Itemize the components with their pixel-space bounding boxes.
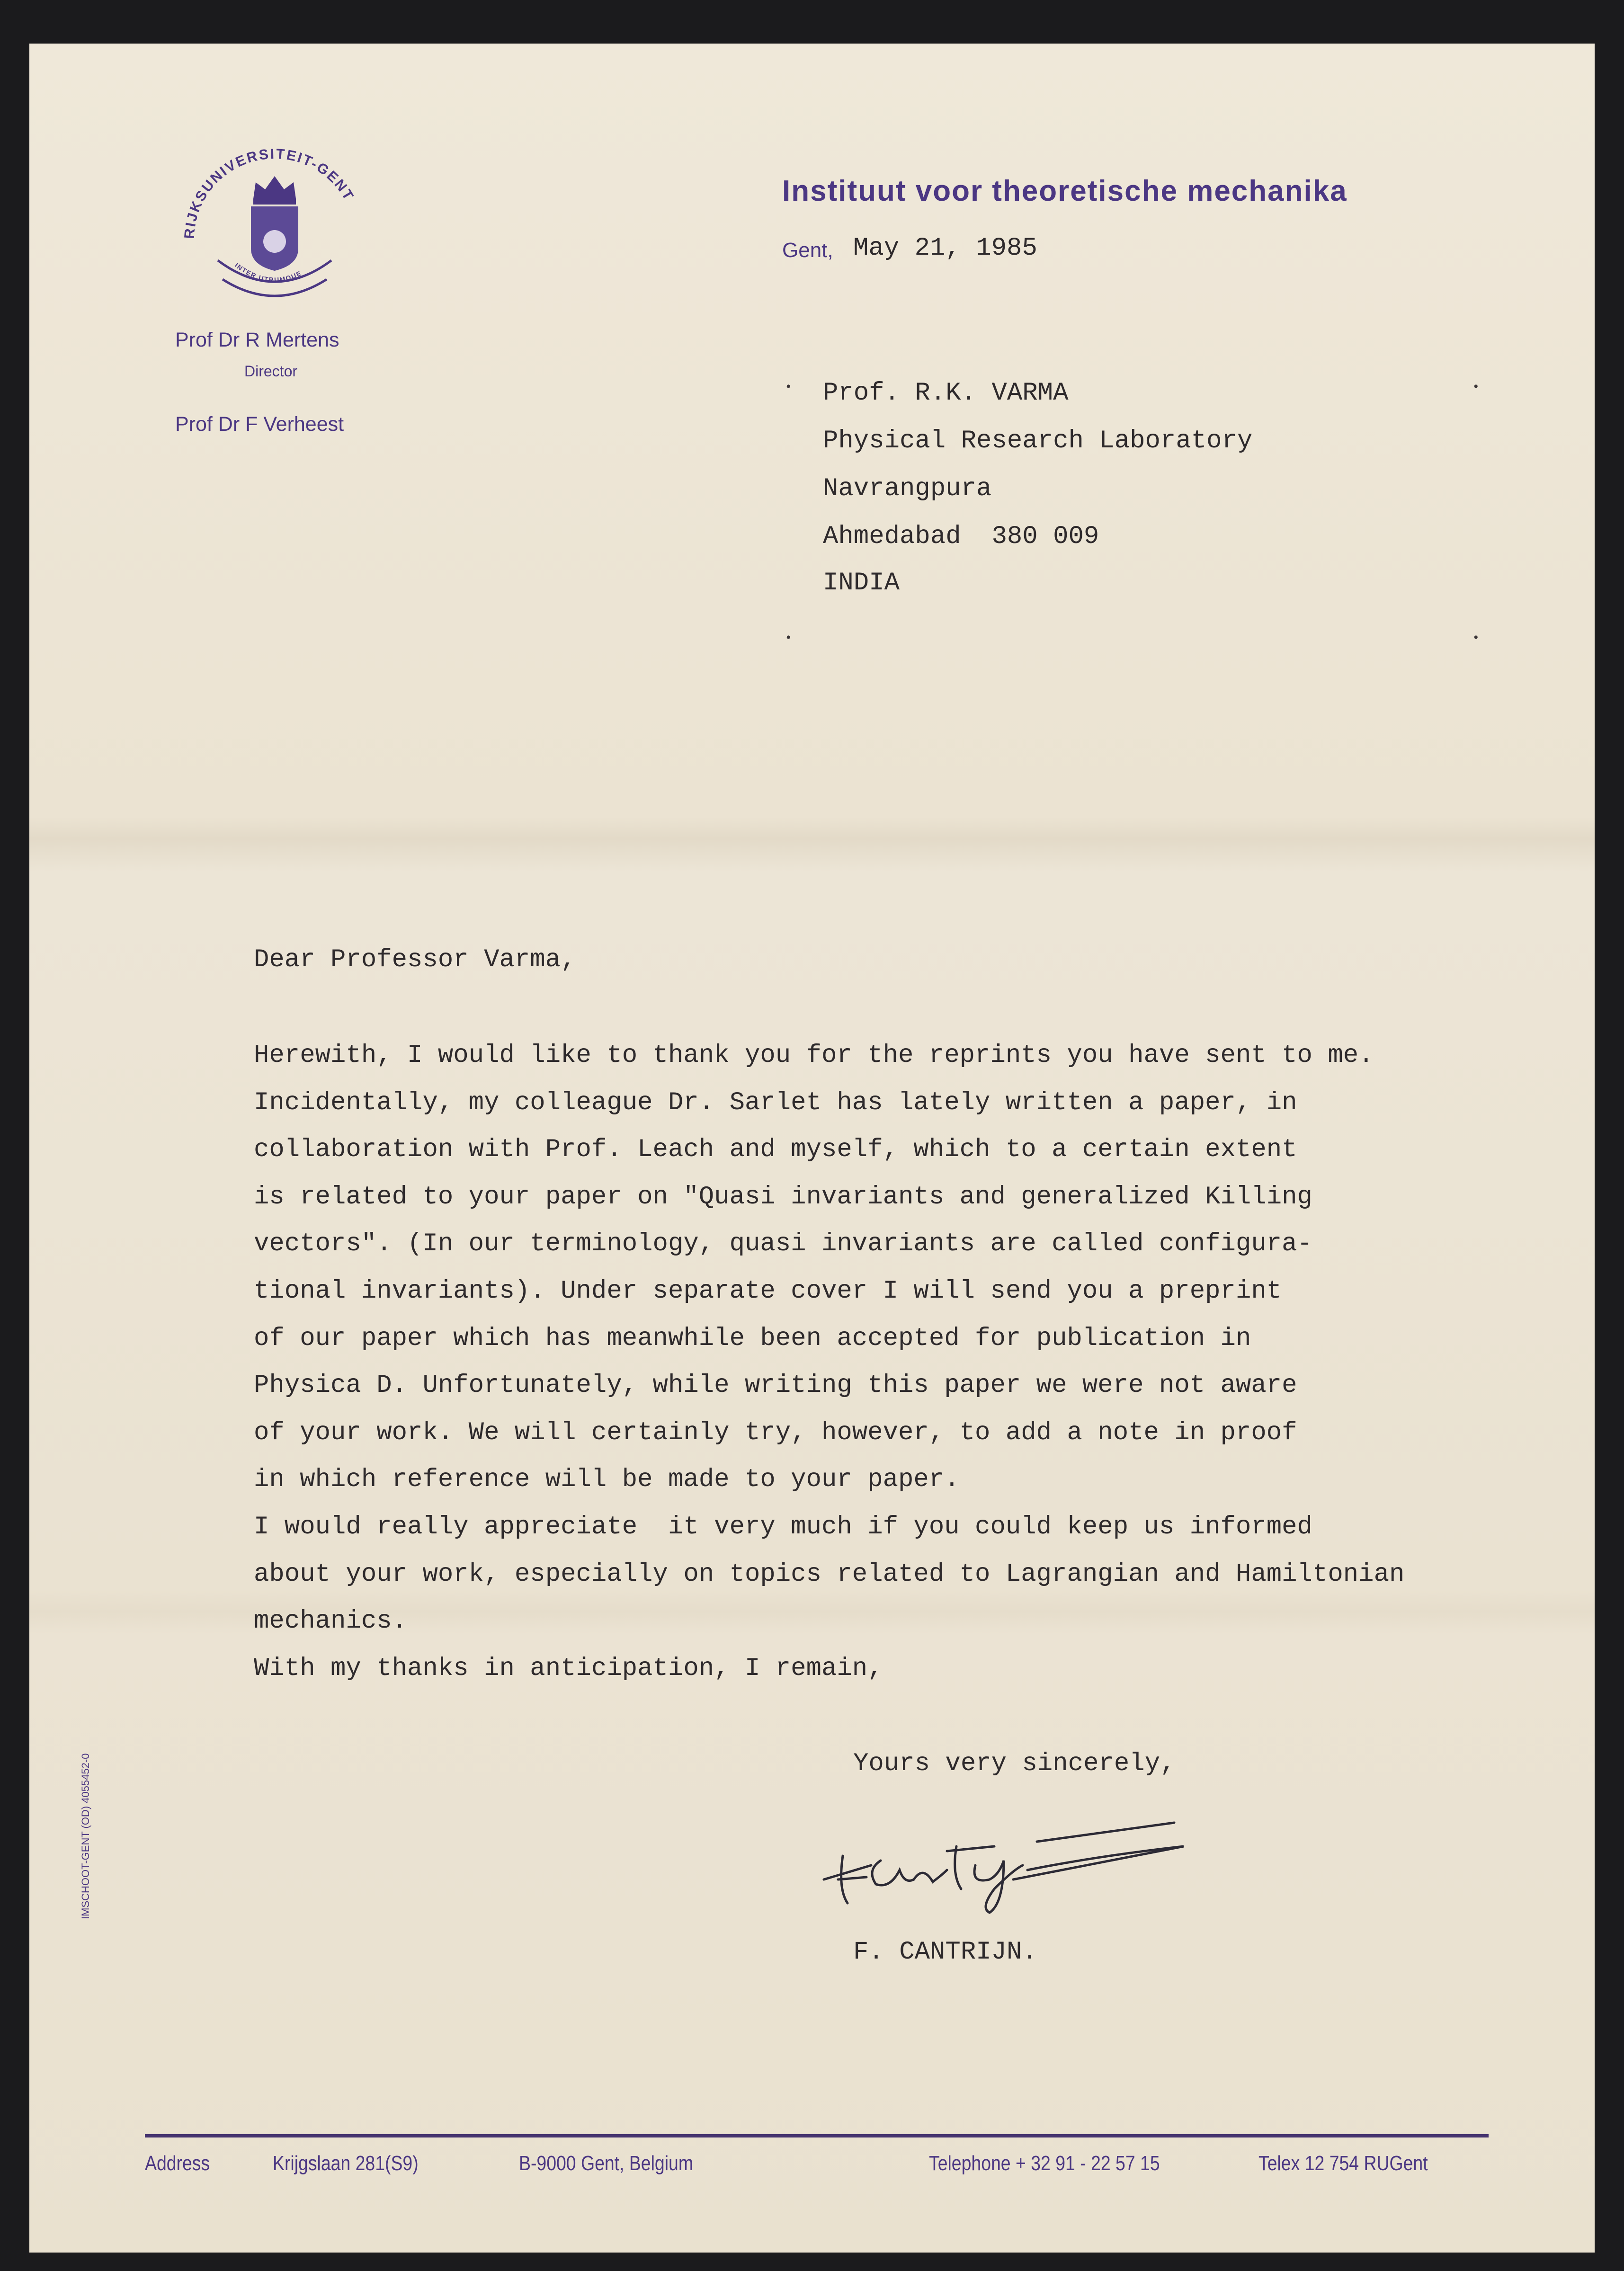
salutation: Dear Professor Varma, — [254, 945, 576, 974]
recipient-line: Ahmedabad 380 009 — [823, 522, 1099, 551]
place-label: Gent, — [782, 239, 833, 262]
recipient-line: Physical Research Laboratory — [823, 427, 1253, 455]
signatory-name: F. CANTRIJN. — [853, 1938, 1037, 1967]
window-mark: • — [786, 379, 791, 394]
body-line: mechanics. — [254, 1607, 408, 1636]
letter-date: May 21, 1985 — [853, 234, 1037, 263]
body-line: tional invariants). Under separate cover I will send you a preprint — [254, 1277, 1282, 1306]
window-mark: • — [786, 630, 791, 645]
printer-mark: IMSCHOOT-GENT (OD) 4055452-0 — [80, 1753, 91, 1919]
body-line: With my thanks in anticipation, I remain, — [254, 1654, 883, 1683]
footer-telephone: Telephone + 32 91 - 22 57 15 — [929, 2152, 1160, 2175]
institute-name: Instituut voor theoretische mechanika — [782, 175, 1347, 207]
footer-divider — [145, 2134, 1489, 2137]
footer-address-label: Address — [145, 2152, 210, 2175]
body-line: Herewith, I would like to thank you for the reprints you have sent to me. — [254, 1041, 1374, 1070]
body-line: in which reference will be made to your paper. — [254, 1465, 960, 1495]
window-mark: • — [1473, 379, 1479, 394]
body-line: about your work, especially on topics related to Lagrangian and Hamiltonian — [254, 1559, 1405, 1589]
body-line: of your work. We will certainly try, however, to add a note in proof — [254, 1418, 1297, 1447]
university-seal-logo — [180, 142, 369, 312]
staff-member-name: Prof Dr F Verheest — [175, 413, 344, 436]
staff-director-role: Director — [244, 363, 298, 380]
body-line: vectors". (In our terminology, quasi invariants are called configura- — [254, 1229, 1312, 1259]
staff-director-name: Prof Dr R Mertens — [175, 329, 339, 351]
body-line: Physica D. Unfortunately, while writing this paper we were not aware — [254, 1371, 1297, 1400]
body-line: collaboration with Prof. Leach and myself, which to a certain extent — [254, 1135, 1297, 1165]
body-line: Incidentally, my colleague Dr. Sarlet has lately written a paper, in — [254, 1088, 1297, 1117]
recipient-line: INDIA — [823, 569, 900, 597]
recipient-line: Navrangpura — [823, 474, 992, 503]
closing: Yours very sincerely, — [853, 1749, 1176, 1778]
body-line: of our paper which has meanwhile been accepted for publication in — [254, 1324, 1251, 1353]
footer-street: Krijgslaan 281(S9) — [273, 2152, 419, 2175]
seal-motto-text: INTER UTRUMQUE — [233, 261, 303, 284]
seal-arc-text: RIJKSUNIVERSITEIT-GENT — [181, 146, 357, 240]
footer-city: B-9000 Gent, Belgium — [519, 2152, 693, 2175]
body-line: I would really appreciate it very much if you could keep us informed — [254, 1513, 1312, 1541]
recipient-line: Prof. R.K. VARMA — [823, 379, 1069, 408]
window-mark: • — [1473, 630, 1479, 645]
body-line: is related to your paper on "Quasi invariants and generalized Killing — [254, 1182, 1312, 1211]
handwritten-signature — [814, 1794, 1193, 1917]
footer-telex: Telex 12 754 RUGent — [1258, 2152, 1428, 2175]
